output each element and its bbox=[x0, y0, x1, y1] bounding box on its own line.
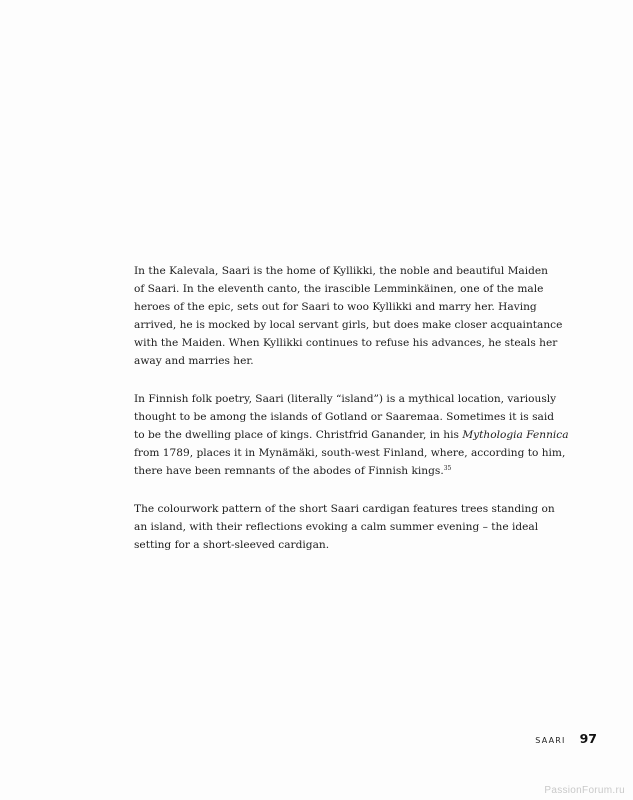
text-line: heroes of the epic, sets out for Saari to woo Kyllikki and marry her. Having bbox=[134, 301, 537, 313]
watermark: PassionForum.ru bbox=[544, 785, 625, 796]
text-fragment: to be the dwelling place of kings. Christfrid Ganander, in his bbox=[134, 429, 459, 441]
text-line: with the Maiden. When Kyllikki continues to refuse his advances, he steals her bbox=[134, 337, 558, 349]
text-line-with-title bbox=[134, 426, 569, 444]
page-footer bbox=[535, 731, 597, 746]
text-line: The colourwork pattern of the short Saari cardigan features trees standing on bbox=[134, 503, 555, 515]
footnote-reference: 35 bbox=[443, 465, 452, 472]
text-line: In the Kalevala, Saari is the home of Kyllikki, the noble and beautiful Maiden bbox=[134, 265, 549, 277]
text-line: an island, with their reflections evoking a calm summer evening – the ideal bbox=[134, 521, 539, 533]
running-head: SAARI bbox=[535, 736, 566, 745]
text-line: thought to be among the islands of Gotland or Saaremaa. Sometimes it is said bbox=[134, 411, 555, 423]
text-line: arrived, he is mocked by local servant girls, but does make closer acquaintance bbox=[134, 319, 563, 331]
text-line-with-footnote bbox=[134, 462, 510, 480]
text-line: In Finnish folk poetry, Saari (literally “island”) is a mythical location, variously bbox=[134, 393, 557, 405]
book-title: Mythologia Fennica bbox=[462, 429, 569, 441]
text-line: from 1789, places it in Mynämäki, south-west Finland, where, according to him, bbox=[134, 447, 566, 459]
text-fragment: there have been remnants of the abodes of Finnish kings. bbox=[134, 465, 444, 477]
page-number: 97 bbox=[579, 731, 597, 746]
text-line: away and marries her. bbox=[134, 355, 254, 367]
paragraph-folk-poetry bbox=[134, 390, 569, 480]
text-line: setting for a short-sleeved cardigan. bbox=[134, 539, 330, 551]
text-line: of Saari. In the eleventh canto, the irascible Lemminkäinen, one of the male bbox=[134, 283, 544, 295]
body-text bbox=[134, 262, 569, 574]
paragraph-cardigan bbox=[134, 500, 555, 554]
paragraph-kalevala bbox=[134, 262, 563, 370]
